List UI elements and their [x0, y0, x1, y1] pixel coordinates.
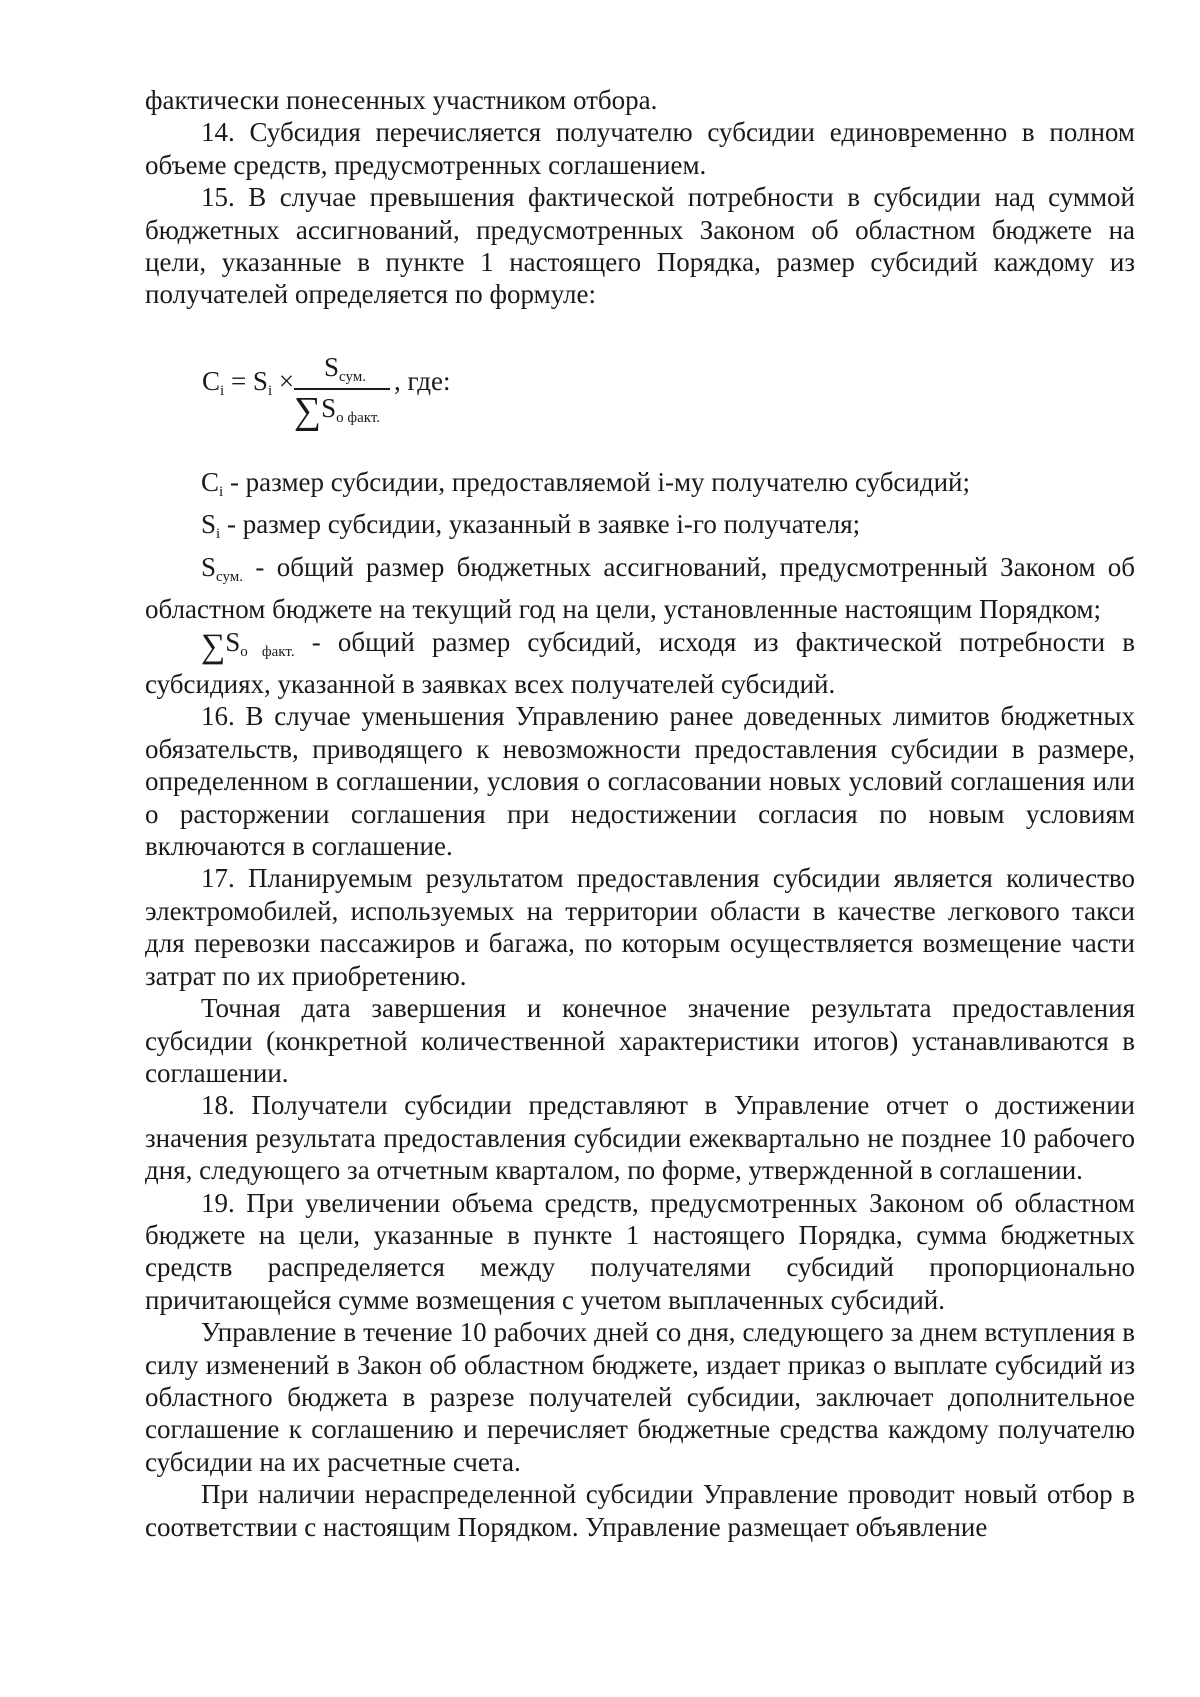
- definition-text: - общий размер субсидий, исходя из фактической потребности в субсидиях, указанной в заявках всех получателей субсидий.: [145, 626, 1135, 700]
- formula-where: , где:: [394, 366, 451, 396]
- paragraph: При наличии нераспределенной субсидии Управление проводит новый отбор в соответствии с настоящим Порядком. Управление размещает объявление: [145, 1479, 1135, 1542]
- paragraph: фактически понесенных участником отбора.: [145, 85, 658, 115]
- paragraph-17: 17. Планируемым результатом предоставления субсидии является количество электромобилей, используемых на территории области в качестве легкового такси для перевозки пассажиров и багажа, по которым осуществляется возмещение части затрат по их приобретению.: [145, 863, 1135, 991]
- paragraph-19: 19. При увеличении объема средств, предусмотренных Законом об областном бюджете на цели, указанные в пункте 1 настоящего Порядка, сумма бюджетных средств распределяется между получателями субсидий пропорционально причитающейся сумме возмещения с учетом выплаченных субсидий.: [145, 1187, 1135, 1315]
- definition-ci: [145, 466, 1135, 508]
- fraction-denominator: [294, 392, 380, 430]
- symbol-s: S: [201, 551, 217, 582]
- symbol-s: S: [225, 626, 241, 657]
- paragraph-18: 18. Получатели субсидии представляют в Управление отчет о достижении значения результата предоставления субсидии ежеквартально не позднее 10 рабочего дня, следующего за отчетным кварталом, по форме, утвержденной в соглашении.: [145, 1090, 1135, 1186]
- definition-text: - общий размер бюджетных ассигнований, предусмотренный Законом об областном бюджете на текущий год на цели, установленные настоящим Порядком;: [145, 551, 1135, 625]
- paragraph-16: 16. В случае уменьшения Управлению ранее доведенных лимитов бюджетных обязательств, приводящего к невозможности предоставления субсидии в размере, определенном в соглашении, условия о согласовании новых условий соглашения или о расторжении соглашения при недостижении согласия по новым условиям включаются в соглашение.: [145, 701, 1135, 862]
- symbol-c: C: [202, 366, 221, 396]
- symbol-s: S: [321, 393, 337, 423]
- equals-sign: =: [224, 366, 253, 396]
- paragraph: Точная дата завершения и конечное значение результата предоставления субсидии (конкретной количественной характеристики итогов) устанавливаются в соглашении.: [145, 993, 1135, 1088]
- formula-fraction: [294, 352, 390, 436]
- definition-text: - размер субсидии, предоставляемой i-му получателю субсидий;: [223, 467, 970, 497]
- definition-text: - размер субсидии, указанный в заявке i-го получателя;: [220, 509, 861, 540]
- symbol-c: C: [201, 467, 220, 497]
- definition-si: [145, 508, 1135, 550]
- subscript-i: i: [220, 383, 225, 399]
- fraction-numerator: [324, 352, 366, 386]
- definition-ssum: [145, 551, 1135, 626]
- subscript-i: i: [219, 484, 224, 500]
- symbol-s: S: [201, 509, 217, 540]
- subsidy-formula: [202, 352, 702, 436]
- text-block-top: [145, 84, 1135, 311]
- definition-sfact: [145, 626, 1135, 701]
- symbol-s: S: [252, 366, 268, 396]
- subscript-sum: сум.: [339, 369, 367, 385]
- symbol-s: S: [324, 352, 340, 382]
- times-sign: ×: [272, 366, 295, 396]
- paragraph-14: 14. Субсидия перечисляется получателю субсидии единовременно в полном объеме средств, предусмотренных соглашением.: [145, 117, 1135, 180]
- subscript-i: i: [267, 383, 273, 399]
- sigma-sign: ∑: [201, 627, 226, 665]
- subscript-sum: сум.: [216, 568, 244, 585]
- sigma-sign: ∑: [294, 390, 322, 432]
- formula-lhs: [202, 366, 294, 400]
- text-block-definitions: [145, 466, 1135, 1543]
- subscript-fact: о факт.: [240, 643, 295, 660]
- paragraph-15: 15. В случае превышения фактической потребности в субсидии над суммой бюджетных ассигнований, предусмотренных Законом об областном бюджете на цели, указанные в пункте 1 настоящего Порядка, размер субсидий каждому из получателей определяется по формуле:: [145, 182, 1135, 310]
- subscript-i: i: [216, 526, 221, 543]
- paragraph: Управление в течение 10 рабочих дней со дня, следующего за днем вступления в силу изменений в Закон об областном бюджете, издает приказ о выплате субсидий из областного бюджета в разрезе получателей субсидии, заключает дополнительное соглашение к соглашению и перечисляет бюджетные средства каждому получателю субсидии на их расчетные счета.: [145, 1317, 1135, 1477]
- subscript-fact: о факт.: [336, 410, 381, 426]
